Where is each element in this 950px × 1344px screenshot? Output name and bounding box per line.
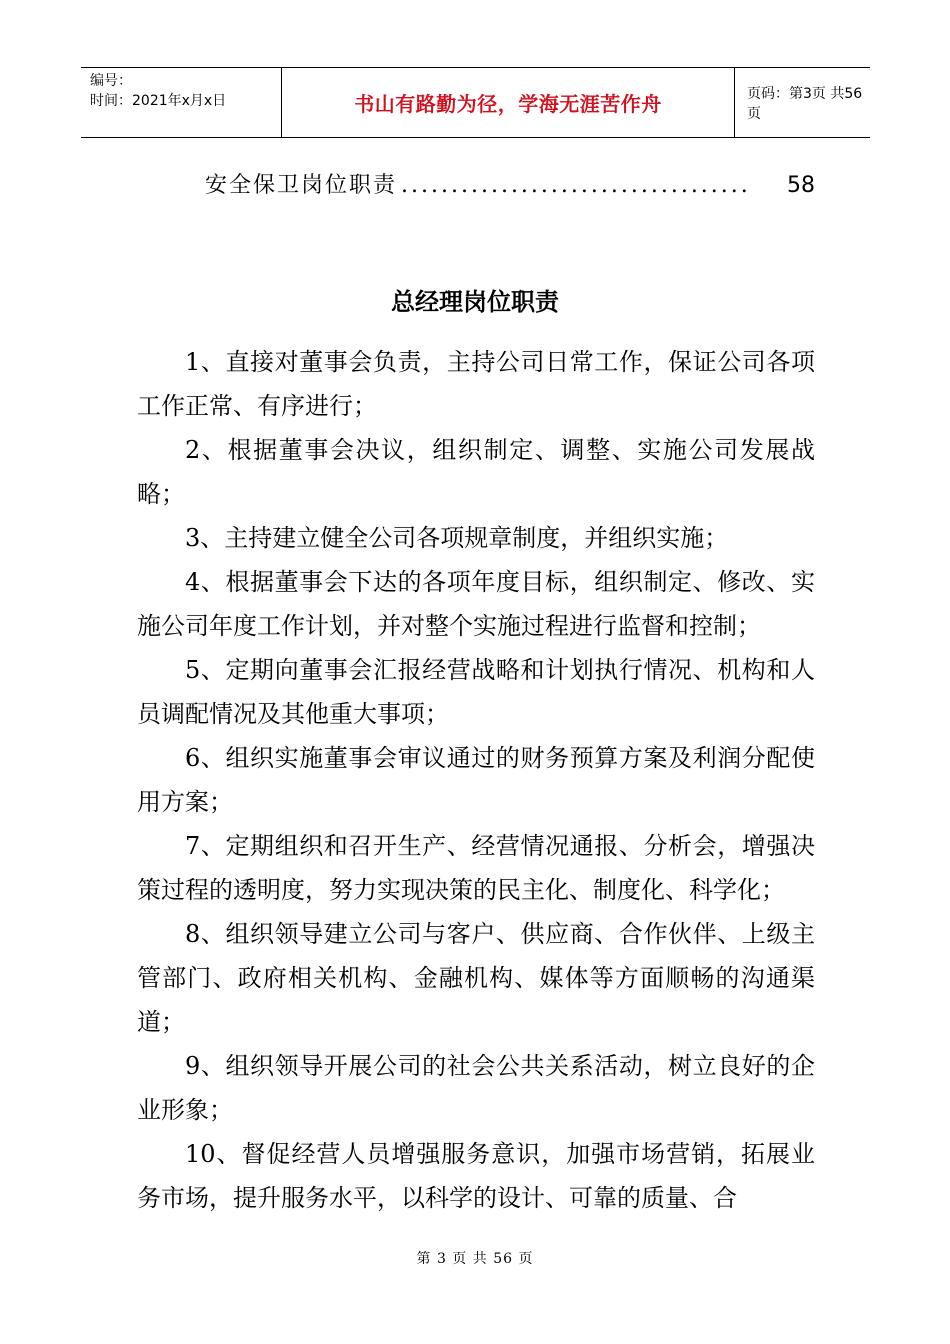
paragraph: 5、定期向董事会汇报经营战略和计划执行情况、机构和人员调配情况及其他重大事项； [137, 656, 815, 728]
paragraph: 3、主持建立健全公司各项规章制度，并组织实施； [185, 524, 729, 552]
header-page-info: 页码：第3页 共56页 [747, 85, 863, 122]
header-page-cell [734, 68, 870, 137]
document-time-label: 时间：2021年x月x日 [90, 93, 227, 109]
paragraph: 8、组织领导建立公司与客户、供应商、合作伙伴、上级主管部门、政府相关机构、金融机构、媒体等方面顺畅的沟通渠道； [137, 920, 815, 1036]
toc-entry-label: 安全保卫岗位职责 [205, 173, 398, 198]
header-motto-cell [281, 68, 735, 137]
page-header [81, 67, 870, 138]
paragraph: 4、根据董事会下达的各项年度目标，组织制定、修改、实施公司年度工作计划，并对整个实施过程进行监督和控制； [137, 568, 815, 640]
header-motto: 书山有路勤为径，学海无涯苦作舟 [354, 92, 662, 116]
paragraph: 6、组织实施董事会审议通过的财务预算方案及利润分配使用方案； [137, 744, 815, 816]
paragraph: 2、根据董事会决议，组织制定、调整、实施公司发展战略； [137, 436, 815, 508]
document-number-label: 编号： [90, 73, 132, 89]
paragraph: 7、定期组织和召开生产、经营情况通报、分析会，增强决策过程的透明度，努力实现决策的民主化、制度化、科学化； [137, 832, 815, 904]
page-footer: 第 3 页 共 56 页 [416, 1251, 534, 1267]
paragraph: 10、督促经营人员增强服务意识，加强市场营销，拓展业务市场，提升服务水平，以科学的设计、可靠的质量、合 [137, 1140, 815, 1212]
document-body [137, 340, 815, 1220]
toc-entry[interactable] [205, 168, 815, 204]
toc-leader-dots: ................................... [401, 173, 751, 198]
toc-entry-page: 58 [787, 173, 815, 198]
section-title: 总经理岗位职责 [391, 288, 559, 316]
paragraph: 1、直接对董事会负责，主持公司日常工作，保证公司各项工作正常、有序进行； [137, 348, 815, 420]
paragraph: 9、组织领导开展公司的社会公共关系活动，树立良好的企业形象； [137, 1052, 815, 1124]
header-meta-cell [81, 68, 281, 137]
